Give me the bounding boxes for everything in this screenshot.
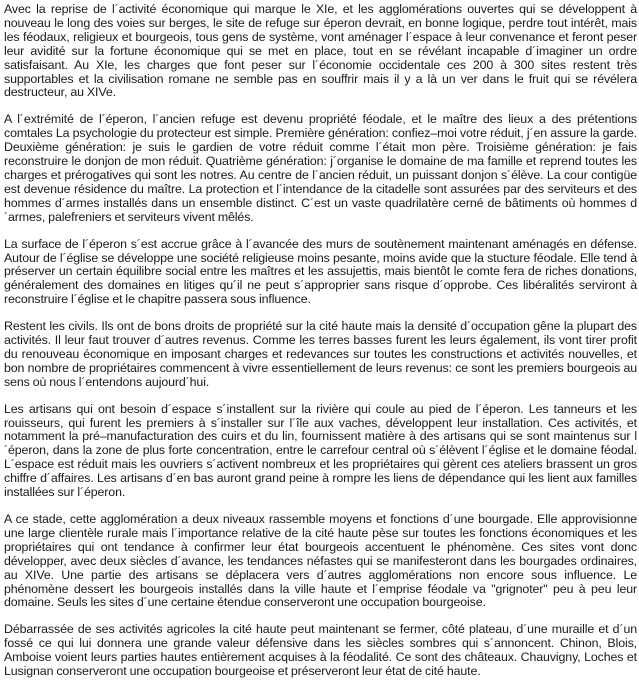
paragraph-3: La surface de l´éperon s´est accrue grâce à l´avancée des murs de soutènement maintenant aménagés en défense. Autour de l´église se développe une société religieuse moins pesante, moins avide que la stucture féodale. Elle tend à préserver un certain équilibre social entre les maîtres et les assujettis, mais bientôt le comte fera de riches donations, généralement des domaines en litiges qu´il ne peut s´approprier sans risque d´opprobe. Ces libéralités serviront à reconstruire l´église et le chapitre passera sous influence. — [4, 236, 637, 307]
paragraph-1: Avec la reprise de l´activité économique qui marque le XIe, et les agglomérations ouvertes qui se développent à nouveau le long des voies sur berges, le site de refuge sur éperon devrait, en bonne logique, perdre tout intérêt, mais les féodaux, religieux et bourgeois, tous gens de système, vont aménager l´espace à leur convenance et feront peser leur avidité sur la fortune économique qui se met en place, tout en se révélant incapable d´imaginer un ordre satisfaisant. Au XIe, les charges que font peser sur l´économie occidentale ces 200 à 300 sites restent très supportables et la civilisation romane ne semble pas en souffrir mais il y a là un ver dans le fruit qui se révélera destructeur, au XIVe. — [4, 2, 637, 100]
paragraph-2: A l´extrémité de l´éperon, l´ancien refuge est devenu propriété féodale, et le maître des lieux a des prétentions comtales La psychologie du protecteur est simple. Première génération: confiez–moi votre réduit, j´en assure la garde. Deuxième génération: je suis le gardien de votre réduit comme l´était mon père. Troisième génération: je fais reconstruire le donjon de mon réduit. Quatrième génération: j´organise le domaine de ma famille et reprend toutes les charges et prérogatives qui sont les notres. Au centre de l´ancien réduit, un puissant donjon s´élève. La cour contigüe est devenue résidence du maître. La protection et l´intendance de la citadelle sont assurées par des serviteurs et des hommes d´armes installés dans un ensemble distinct. C´est un vaste quadrilatère cerné de bâtiments où hommes d´armes, palefreniers et serviteurs vivent mêlés. — [4, 112, 637, 224]
paragraph-5: Les artisans qui ont besoin d´espace s´installent sur la rivière qui coule au pied de l´éperon. Les tanneurs et les rouisseurs, qui furent les premiers à s´installer sur l´île aux vaches, développent leur installation. Ces activités, et notamment la pré–manufacturation des cuirs et du lin, fournissent matière à des artisans qui se sont maintenus sur l´éperon, dans la zone de plus forte concentration, entre le carrefour central où s´élèvent l´église et le domaine féodal. L´espace est réduit mais les ouvriers s´activent nombreux et les propriétaires qui gèrent ces ateliers brassent un gros chiffre d´affaires. Les artisans d´en bas auront grand peine à rompre les liens de dépendance qui les lient aux familles installées sur l´éperon. — [4, 401, 637, 500]
paragraph-4: Restent les civils. Ils ont de bons droits de propriété sur la cité haute mais la densité d´occupation gêne la plupart des activités. Il leur faut trouver d´autres revenus. Comme les terres basses furent les leurs également, ils vont tirer profit du renouveau économique en imposant charges et redevances sur toutes les constructions et activités nouvelles, et bon nombre de propriétaires commencent à vivre essentiellement de leurs revenus: ce sont les premiers bourgeois au sens où nous l´entendons aujourd´hui. — [4, 319, 637, 389]
paragraph-6: A ce stade, cette agglomération a deux niveaux rassemble moyens et fonctions d´une bourgade. Elle approvisionne une large clientèle rurale mais l´importance relative de la cité haute pèse sur toutes les fonctions économiques et les propriétaires qui ont tendance à confirmer leur état bourgeois accentuent le phénomène. Ces sites vont donc développer, avec deux siècles d´avance, les tendances néfastes qui se manifesteront dans les bourgades ordinaires, au XIVe. Une partie des artisans se déplacera vers d´autres agglomérations non encore sous influence. Le phénomène dessert les bourgeois installés dans la ville haute et l´emprise féodale va "grignoter" peu à peu leur domaine. Seuls les sites d´une certaine étendue conserveront une occupation bourgeoise. — [4, 512, 637, 610]
paragraph-7: Débarrassée de ses activités agricoles la cité haute peut maintenant se fermer, côté plateau, d´une muraille et d´un fossé ce qui lui donnera une grande valeur défensive dans les siècles sombres qui s´annoncent. Chinon, Blois, Amboise voient leurs parties hautes entièrement acquises à la féodalité. Ce sont des châteaux. Chauvigny, Loches et Lusignan conserveront une occupation bourgeoise et préserveront leur état de cité haute. — [4, 622, 637, 679]
